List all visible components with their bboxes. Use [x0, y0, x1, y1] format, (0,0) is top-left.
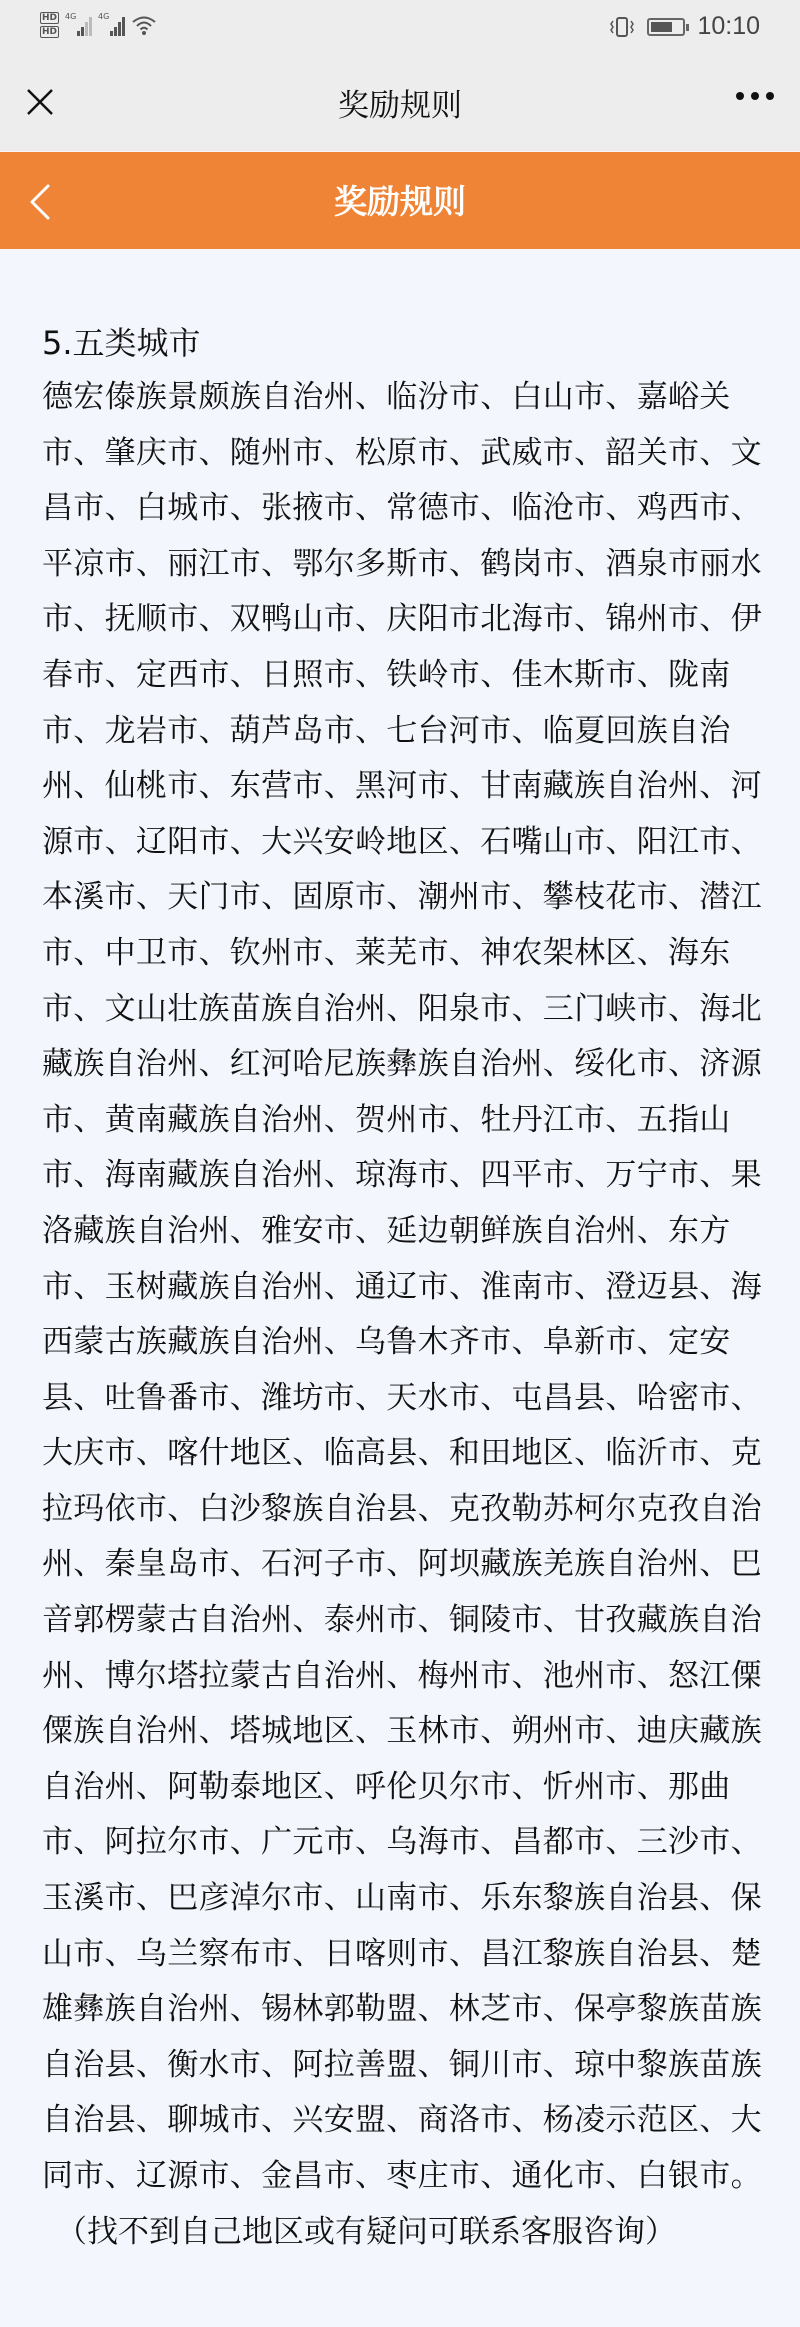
city-list-line: 市、海南藏族自治州、琼海市、四平市、万宁市、果 [42, 1157, 762, 1194]
city-list-line: 市、抚顺市、双鸭山市、庆阳市北海市、锦州市、伊 [42, 601, 762, 638]
city-list-line: 州、秦皇岛市、石河子市、阿坝藏族羌族自治州、巴 [42, 1546, 762, 1583]
city-list-line: 市、中卫市、钦州市、莱芜市、神农架林区、海东 [42, 934, 731, 971]
city-list-line: 大庆市、喀什地区、临高县、和田地区、临沂市、克 [42, 1435, 762, 1472]
city-list-line: 州、仙桃市、东营市、黑河市、甘南藏族自治州、河 [42, 768, 762, 805]
city-list-line: 本溪市、天门市、固原市、潮州市、攀枝花市、潜江 [42, 879, 762, 916]
city-list-line: 藏族自治州、红河哈尼族彝族自治州、绥化市、济源 [42, 1046, 762, 1083]
city-list-line: 源市、辽阳市、大兴安岭地区、石嘴山市、阳江市、 [42, 823, 762, 860]
vibrate-icon [609, 16, 635, 38]
wifi-icon [131, 14, 157, 36]
page-header [0, 152, 800, 249]
city-list-line: 市、阿拉尔市、广元市、乌海市、昌都市、三沙市、 [42, 1824, 762, 1861]
section-heading: 5.五类城市 [42, 324, 201, 362]
signal-4g-icon: 4G [65, 14, 92, 36]
hd-volte-icon: HD HD [42, 13, 58, 37]
city-list-line: 自治县、衡水市、阿拉善盟、铜川市、琼中黎族苗族 [42, 2046, 762, 2083]
city-list-line: 市、龙岩市、葫芦岛市、七台河市、临夏回族自治 [42, 712, 731, 749]
city-list-line: 市、玉树藏族自治州、通辽市、淮南市、澄迈县、海 [42, 1268, 762, 1305]
city-list-line: 玉溪市、巴彦淖尔市、山南市、乐东黎族自治县、保 [42, 1880, 762, 1917]
contact-support-note: （找不到自己地区或有疑问可联系客服咨询） [56, 2213, 676, 2250]
city-list-line: 县、吐鲁番市、潍坊市、天水市、屯昌县、哈密市、 [42, 1379, 762, 1416]
city-list-line: 州、博尔塔拉蒙古自治州、梅州市、池州市、怒江傈 [42, 1657, 762, 1694]
status-left [40, 12, 157, 38]
battery-icon [647, 18, 685, 36]
rules-content [42, 318, 762, 2260]
city-list-line: 市、文山壮族苗族自治州、阳泉市、三门峡市、海北 [42, 990, 762, 1027]
city-list-line: 拉玛依市、白沙黎族自治县、克孜勒苏柯尔克孜自治 [42, 1490, 762, 1527]
city-list [42, 370, 762, 2205]
city-list-line: 僳族自治州、塔城地区、玉林市、朔州市、迪庆藏族 [42, 1713, 762, 1750]
signal-4g-icon: 4G [98, 14, 125, 36]
city-list-line: 山市、乌兰察布市、日喀则市、昌江黎族自治县、楚 [42, 1935, 762, 1972]
more-icon[interactable] [736, 92, 774, 100]
city-list-line: 洛藏族自治州、雅安市、延边朝鲜族自治州、东方 [42, 1212, 731, 1249]
clock: 10:10 [697, 12, 760, 40]
status-bar [0, 0, 800, 58]
city-list-line: 平凉市、丽江市、鄂尔多斯市、鹤岗市、酒泉市丽水 [42, 545, 762, 582]
city-list-line: 同市、辽源市、金昌市、枣庄市、通化市、白银市。 [42, 2158, 762, 2194]
page-title: 奖励规则 [334, 182, 466, 221]
city-list-line: 西蒙古族藏族自治州、乌鲁木齐市、阜新市、定安 [42, 1324, 731, 1361]
city-list-line: 昌市、白城市、张掖市、常德市、临沧市、鸡西市、 [42, 490, 762, 527]
status-right [609, 12, 760, 41]
city-list-line: 市、肇庆市、随州市、松原市、武威市、韶关市、文 [42, 434, 762, 471]
city-list-line: 自治州、阿勒泰地区、呼伦贝尔市、忻州市、那曲 [42, 1768, 731, 1805]
nav-title: 奖励规则 [338, 88, 462, 124]
city-list-line: 雄彝族自治州、锡林郭勒盟、林芝市、保亭黎族苗族 [42, 1991, 762, 2028]
city-list-line: 自治县、聊城市、兴安盟、商洛市、杨凌示范区、大 [42, 2102, 762, 2139]
city-list-line: 音郭楞蒙古自治州、泰州市、铜陵市、甘孜藏族自治 [42, 1602, 762, 1639]
webview-nav-bar [0, 58, 800, 151]
city-list-line: 春市、定西市、日照市、铁岭市、佳木斯市、陇南 [42, 656, 731, 693]
city-list-line: 德宏傣族景颇族自治州、临汾市、白山市、嘉峪关 [42, 379, 731, 415]
city-list-line: 市、黄南藏族自治州、贺州市、牡丹江市、五指山 [42, 1101, 731, 1138]
